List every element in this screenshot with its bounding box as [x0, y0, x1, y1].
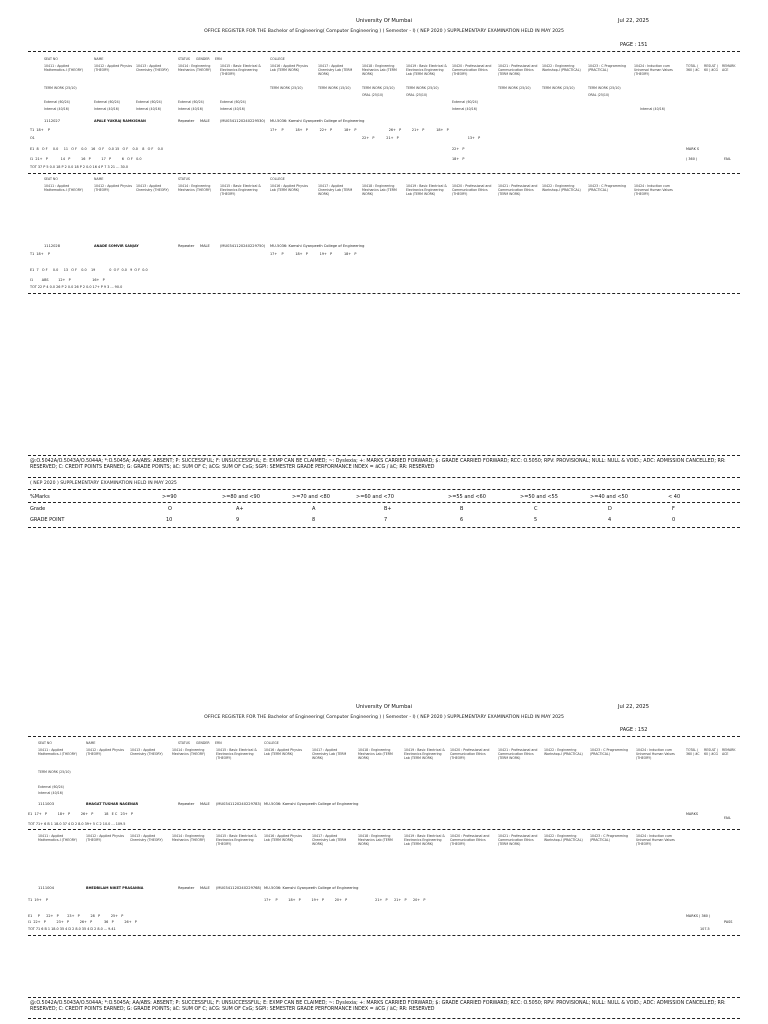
course-header: 10413 : Applied Chemistry (THEORY) [136, 184, 169, 192]
student-name: BHAGAT TUSHAR NAGENAR [86, 802, 139, 806]
grade-value: B+ [384, 506, 392, 512]
student-status: Repeater [178, 886, 195, 890]
course-header: 10412 : Applied Physics (THEORY) [86, 834, 125, 842]
name-header: NAME [94, 57, 104, 61]
internal-label: Internal (40/16) [38, 791, 63, 795]
course-header: 10412 : Applied Physics (THEORY) [86, 748, 125, 756]
marks-row: I1 22+ P 23+ P 26+ P 36 P 26+ P [28, 920, 137, 924]
marks-row: ( 360 ) [686, 157, 698, 161]
external-label: External (60/24) [220, 100, 246, 104]
internal-label: Internal (40/16) [178, 107, 203, 111]
university-name: University Of Mumbai [355, 704, 413, 710]
name-header: NAME [86, 741, 96, 745]
grade-point: 0 [672, 517, 676, 523]
internal-label: Internal (40/16) [640, 107, 665, 111]
result-value: FAIL [724, 816, 731, 820]
divider [28, 477, 740, 478]
student-college: MU-5036: Kamshi Gyanpeeth College of Engineering [270, 244, 365, 248]
seat-number: 1111004 [38, 886, 55, 890]
ern-header: ERN [215, 57, 222, 61]
register-title: OFFICE REGISTER FOR THE Bachelor of Engineering( Computer Engineering ) ( Semester - I) ( NEP 2020 ) SUPPLEMENTARY EXAMINATION HELD IN MAY 2025 [204, 29, 564, 34]
course-header: 10418 : Engineering Mechanics Lab (TERM WORK) [362, 64, 397, 76]
internal-label: Internal (40/16) [136, 107, 161, 111]
student-gender: MALE [200, 802, 210, 806]
course-header: 10415 : Basic Electrical & Electronics Engineering (THEORY) [216, 834, 257, 846]
internal-label: Internal (40/16) [220, 107, 245, 111]
grade-point: 6 [460, 517, 464, 523]
internal-label: Internal (40/16) [452, 107, 477, 111]
marks-row: E1 17+ P 18+ P 26+ P 18 E C 23+ P [28, 812, 133, 816]
course-header: 10415 : Basic Electrical & Electronics Engineering (THEORY) [220, 64, 261, 76]
term-work-label: TERM WORK (25/10) [588, 86, 621, 90]
course-header: 10411 : Applied Mathematics-I (THEORY) [44, 184, 83, 192]
course-header: 10422 : Engineering Workshop-I (PRACTICAL) [544, 748, 583, 756]
result-value: FAIL [724, 157, 731, 161]
marks-row: T1 19+ P [28, 898, 48, 902]
course-header: 10417 : Applied Chemistry Lab (TERM WORK) [318, 184, 353, 196]
course-header: 10423 : C Programming (PRACTICAL) [590, 834, 628, 842]
course-header: 10424 : Induction cum Universal Human Values (THEORY) [636, 748, 675, 760]
divider [28, 293, 740, 294]
student-college: MU-5036: Kamshi Gyanpeeth College of Engineering [264, 886, 359, 890]
college-header: COLLEGE [270, 177, 285, 181]
course-header: 10422 : Engineering Workshop-I (PRACTICAL) [544, 834, 583, 842]
course-header: 10413 : Applied Chemistry (THEORY) [130, 748, 163, 756]
total-row: TOT 37 P 5 0.0 18 P 2 0.0 18 P 2 0.0 16 4 P 7 3 21 ... 30.0 [30, 165, 129, 169]
grade-point: 10 [166, 517, 173, 523]
university-name: University Of Mumbai [355, 18, 413, 24]
student-name: APALE YUKRAJ RAMKISHAN [94, 119, 146, 123]
course-header: 10418 : Engineering Mechanics Lab (TERM WORK) [362, 184, 397, 196]
total-value: 107.5 [700, 927, 710, 931]
internal-label: Internal (40/16) [44, 107, 69, 111]
external-label: External (60/24) [94, 100, 120, 104]
marks-range: >=70 and <80 [292, 494, 330, 500]
marks-range: < 40 [668, 494, 681, 500]
term-work-label: TERM WORK (25/10) [406, 86, 439, 90]
status-header: STATUS [178, 177, 190, 181]
marks-row: E1 8 O F 0.0 11 O F 0.0 16 O F 0.0 15 O F 0.0 8 O F 0.0 [30, 147, 164, 151]
course-header: 10411 : Applied Mathematics-I (THEORY) [38, 834, 77, 842]
term-work-label: TERM WORK (15/10) [318, 86, 351, 90]
report-date: Jul 22, 2025 [618, 704, 650, 710]
marks-label: %Marks [30, 494, 50, 500]
result-header: RESULT ( 60 ) äCG [704, 748, 719, 756]
nep-line: ( NEP 2020 ) SUPPLEMENTARY EXAMINATION HELD IN MAY 2025 [30, 481, 177, 486]
marks-range: >=90 [162, 494, 177, 500]
oral-label: ORAL (25/10) [406, 93, 428, 97]
divider [28, 935, 740, 936]
marks-range: >=40 and <50 [590, 494, 628, 500]
term-work-label: TERM WORK (25/10) [542, 86, 575, 90]
course-header: 10423 : C Programming (PRACTICAL) [590, 748, 628, 756]
course-header: 10421 : Professional and Communication Ethics (TERM WORK) [498, 748, 538, 760]
grade-value: D [608, 506, 612, 512]
page-number: PAGE : 152 [620, 727, 648, 733]
course-header: 10418 : Engineering Mechanics Lab (TERM WORK) [358, 834, 393, 846]
grade-point: 9 [236, 517, 240, 523]
student-name: ANADE SOMVIR SANJAY [94, 244, 139, 248]
course-header: 10424 : Induction cum Universal Human Values (THEORY) [634, 184, 673, 196]
student-ern: (MU0341120240229783) [216, 802, 262, 806]
college-header: COLLEGE [264, 741, 279, 745]
course-header: 10414 : Engineering Mechanics (THEORY) [172, 748, 206, 756]
grade-value: A [312, 506, 316, 512]
marks-row: 17+ P 18+ P 19+ P 20+ P 21+ P 21+ P 20+ P [264, 898, 426, 902]
marks-row: E1 7 O F 0.0 13 O F 0.0 19 0 O F 0.0 9 O F 0.0 [30, 268, 148, 272]
total-row: TOT 71+ 6 B 1 18.0 37 4 D 2 8.0 39+ 5 C 2 10.0 ... 109.5 [28, 822, 126, 826]
term-work-label: TERM WORK (25/10) [362, 86, 395, 90]
course-header: 10411 : Applied Mathematics-I (THEORY) [44, 64, 83, 72]
external-label: External (60/24) [44, 100, 70, 104]
course-header: 10414 : Engineering Mechanics (THEORY) [178, 64, 212, 72]
course-header: 10415 : Basic Electrical & Electronics Engineering (THEORY) [220, 184, 261, 196]
divider [28, 1018, 740, 1019]
remark-header: REMARK ACE [722, 64, 736, 72]
course-header: 10416 : Applied Physics Lab (TERM WORK) [270, 64, 309, 72]
course-header: 10412 : Applied Physics (THEORY) [94, 64, 133, 72]
course-header: 10421 : Professional and Communication Ethics (TERM WORK) [498, 184, 538, 196]
course-header: 10418 : Engineering Mechanics Lab (TERM WORK) [358, 748, 393, 760]
seat-number: 1111003 [38, 802, 55, 806]
status-header: STATUS [178, 741, 190, 745]
grade-point: 8 [312, 517, 316, 523]
student-status: Repeater [178, 244, 195, 248]
student-gender: MALE [200, 119, 210, 123]
grade-value: B [460, 506, 464, 512]
marks-row: 22+ P [452, 147, 465, 151]
name-header: NAME [94, 177, 104, 181]
student-ern: (MU0341120240229750) [220, 244, 266, 248]
student-college: MU-5036: Kamshi Gyanpeeth College of Engineering [270, 119, 365, 123]
oral-label: ORAL (25/10) [362, 93, 384, 97]
external-label: External (60/24) [38, 785, 64, 789]
divider [28, 173, 740, 174]
student-gender: MALE [200, 244, 210, 248]
marks-row: 18+ P [452, 157, 465, 161]
status-header: STATUS [178, 57, 190, 61]
marks-range: >=50 and <55 [520, 494, 558, 500]
divider [28, 527, 740, 528]
divider [28, 736, 740, 737]
grade-point: 4 [608, 517, 612, 523]
marks-row: I1 21+ P 14 P 16 P 17 P 6 O F 0.0 [30, 157, 142, 161]
student-gender: MALE [200, 886, 210, 890]
course-header: 10411 : Applied Mathematics-I (THEORY) [38, 748, 77, 756]
student-status: Repeater [178, 802, 195, 806]
course-header: 10423 : C Programming (PRACTICAL) [588, 184, 626, 192]
course-header: 10416 : Applied Physics Lab (TERM WORK) [264, 748, 303, 756]
course-header: 10417 : Applied Chemistry Lab (TERM WORK) [312, 834, 347, 846]
marks-row: 17+ P 18+ P 19+ P 18+ P [270, 252, 357, 256]
marks-row: T1 18+ P [30, 252, 50, 256]
course-header: 10422 : Engineering Workshop-I (PRACTICAL) [542, 64, 581, 72]
course-header: 10419 : Basic Electrical & Electronics Engineering Lab (TERM WORK) [404, 834, 445, 846]
grade-point: 7 [384, 517, 388, 523]
divider [28, 489, 740, 490]
gender-header: GENDER [196, 57, 210, 61]
legend-text: @:O.5042A/O.5043A/O.5044A; *:O.5045A; AA/ABS: ABSENT; P: SUCCESSFUL; F: UNSUCCESSFUL; E: EXMP CAN BE CLAIMED; ~: Dyslexia; +: MARKS CARRIED FORWARD; $: GRADE CARRIED FORWARD; RCC: O.5050; RPV: PROVISIONAL; NULL: NULL & VOID.; ADC: ADMISSION CANCELLED; RR: RESERVED; C: CREDIT POINTS EARNED; G: GRADE POINTS; äC: SUM OF C; äCG: SUM OF CxG; SGPI: SEMESTER GRADE PERFORMANCE INDEX = äCG / äC; RR: RESERVED [30, 459, 726, 471]
gender-header: GENDER [196, 741, 210, 745]
total-header: TOTAL ( 360 ) äC [686, 748, 700, 756]
total-header: TOTAL ( 360 ) äC [686, 64, 700, 72]
result-header: RESULT ( 60 ) äCG [704, 64, 719, 72]
course-header: 10414 : Engineering Mechanics (THEORY) [178, 184, 212, 192]
course-header: 10414 : Engineering Mechanics (THEORY) [172, 834, 206, 842]
student-college: MU-5036: Kamshi Gyanpeeth College of Engineering [264, 802, 359, 806]
seat-number: 1112028 [44, 244, 61, 248]
grade-label: Grade [30, 506, 46, 512]
course-header: 10421 : Professional and Communication Ethics (TERM WORK) [498, 64, 538, 76]
legend-text: @:O.5042A/O.5043A/O.5044A; *:O.5045A; AA/ABS: ABSENT; P: SUCCESSFUL; F: UNSUCCESSFUL; E: EXMP CAN BE CLAIMED; ~: Dyslexia; +: MARKS CARRIED FORWARD; $: GRADE CARRIED FORWARD; RCC: O.5050; RPV: PROVISIONAL; NULL: NULL & VOID.; ADC: ADMISSION CANCELLED; RR: RESERVED; C: CREDIT POINTS EARNED; G: GRADE POINTS; äC: SUM OF C; äCG: SUM OF CxG; SGPI: SEMESTER GRADE PERFORMANCE INDEX = äCG / äC; RR: RESERVED [30, 1001, 726, 1013]
term-work-label: TERM WORK (25/10) [44, 86, 77, 90]
marks-row: I1 ABS 12+ P 16+ P [30, 278, 105, 282]
course-header: 10420 : Professional and Communication Ethics (THEORY) [450, 748, 490, 760]
grade-value: C [534, 506, 538, 512]
term-work-label: TERM WORK (25/10) [498, 86, 531, 90]
divider [28, 51, 740, 52]
course-header: 10424 : Induction cum Universal Human Values (THEORY) [636, 834, 675, 846]
course-header: 10419 : Basic Electrical & Electronics Engineering Lab (TERM WORK) [406, 184, 447, 196]
marks-row: MARK S [686, 147, 700, 151]
course-header: 10420 : Professional and Communication Ethics (THEORY) [452, 64, 492, 76]
course-header: 10423 : C Programming (PRACTICAL) [588, 64, 626, 72]
page-number: PAGE : 151 [620, 42, 648, 48]
course-header: 10422 : Engineering Workshop-I (PRACTICAL) [542, 184, 581, 192]
grade-point: 5 [534, 517, 538, 523]
divider [28, 997, 740, 998]
student-ern: (MU0341120240229530) [220, 119, 266, 123]
marks-row: MARKS ( 360 ) [686, 914, 711, 918]
seat-no-header: SEAT NO [44, 177, 58, 181]
marks-row: 17+ P 18+ P 22+ P 18+ P 26+ P 21+ P 18+ P [270, 128, 449, 132]
marks-row: MARKS [686, 812, 698, 816]
oral-label: ORAL (25/10) [588, 93, 610, 97]
student-status: Repeater [178, 119, 195, 123]
course-header: 10419 : Basic Electrical & Electronics Engineering Lab (TERM WORK) [404, 748, 445, 760]
college-header: COLLEGE [270, 57, 285, 61]
marks-row: E1 P 22+ P 23+ P 28 P 25+ P [28, 914, 124, 918]
external-label: External (60/24) [452, 100, 478, 104]
marks-row: 22+ P 21+ P 13+ P [362, 136, 481, 140]
internal-label: Internal (40/16) [94, 107, 119, 111]
report-date: Jul 22, 2025 [618, 18, 650, 24]
total-row: TOT 71 6 B 1 18.0 35 4 D 2 8.0 35 4 D 2 8.0 ... 9.41 [28, 927, 116, 931]
marks-range: >=55 and <60 [448, 494, 486, 500]
course-header: 10417 : Applied Chemistry Lab (TERM WORK) [312, 748, 347, 760]
marks-range: >=80 and <90 [222, 494, 260, 500]
student-ern: (MU0341120240229768) [216, 886, 262, 890]
divider [28, 455, 740, 456]
course-header: 10420 : Professional and Communication Ethics (THEORY) [452, 184, 492, 196]
course-header: 10419 : Basic Electrical & Electronics Engineering Lab (TERM WORK) [406, 64, 447, 76]
marks-row: T1 18+ P [30, 128, 50, 132]
external-label: External (60/24) [136, 100, 162, 104]
marks-row: O1 [30, 136, 35, 140]
seat-number: 1112027 [44, 119, 61, 123]
seat-no-header: SEAT NO [44, 57, 58, 61]
divider [28, 502, 740, 503]
course-header: 10420 : Professional and Communication Ethics (THEORY) [450, 834, 490, 846]
marks-range: >=60 and <70 [356, 494, 394, 500]
result-value: PASS [724, 920, 733, 924]
course-header: 10413 : Applied Chemistry (THEORY) [130, 834, 163, 842]
seat-no-header: SEAT NO [38, 741, 52, 745]
course-header: 10415 : Basic Electrical & Electronics Engineering (THEORY) [216, 748, 257, 760]
register-title: OFFICE REGISTER FOR THE Bachelor of Engineering( Computer Engineering ) ( Semester - I) ( NEP 2020 ) SUPPLEMENTARY EXAMINATION HELD IN MAY 2025 [204, 715, 564, 720]
term-work-label: TERM WORK (25/10) [38, 770, 71, 774]
student-name: BHEDBILAM NIKET PRASANNA [86, 886, 144, 890]
course-header: 10421 : Professional and Communication Ethics (TERM WORK) [498, 834, 538, 846]
external-label: External (60/24) [178, 100, 204, 104]
grade-point-label: GRADE POINT [30, 517, 65, 523]
course-header: 10424 : Induction cum Universal Human Values (THEORY) [634, 64, 673, 76]
remark-header: REMARK ACE [722, 748, 736, 756]
course-header: 10412 : Applied Physics (THEORY) [94, 184, 133, 192]
course-header: 10417 : Applied Chemistry Lab (TERM WORK) [318, 64, 353, 76]
course-header: 10413 : Applied Chemistry (THEORY) [136, 64, 169, 72]
course-header: 10416 : Applied Physics Lab (TERM WORK) [270, 184, 309, 192]
divider [28, 829, 740, 830]
ern-header: ERN [215, 741, 222, 745]
term-work-label: TERM WORK (25/10) [270, 86, 303, 90]
grade-value: F [672, 506, 675, 512]
grade-value: O [168, 506, 172, 512]
course-header: 10416 : Applied Physics Lab (TERM WORK) [264, 834, 303, 842]
total-row: TOT 22 P 4 0.0 26 P 2 0.0 26 P 2 0.0 17+ P 9 3 ... 90.0 [30, 285, 123, 289]
grade-value: A+ [236, 506, 244, 512]
